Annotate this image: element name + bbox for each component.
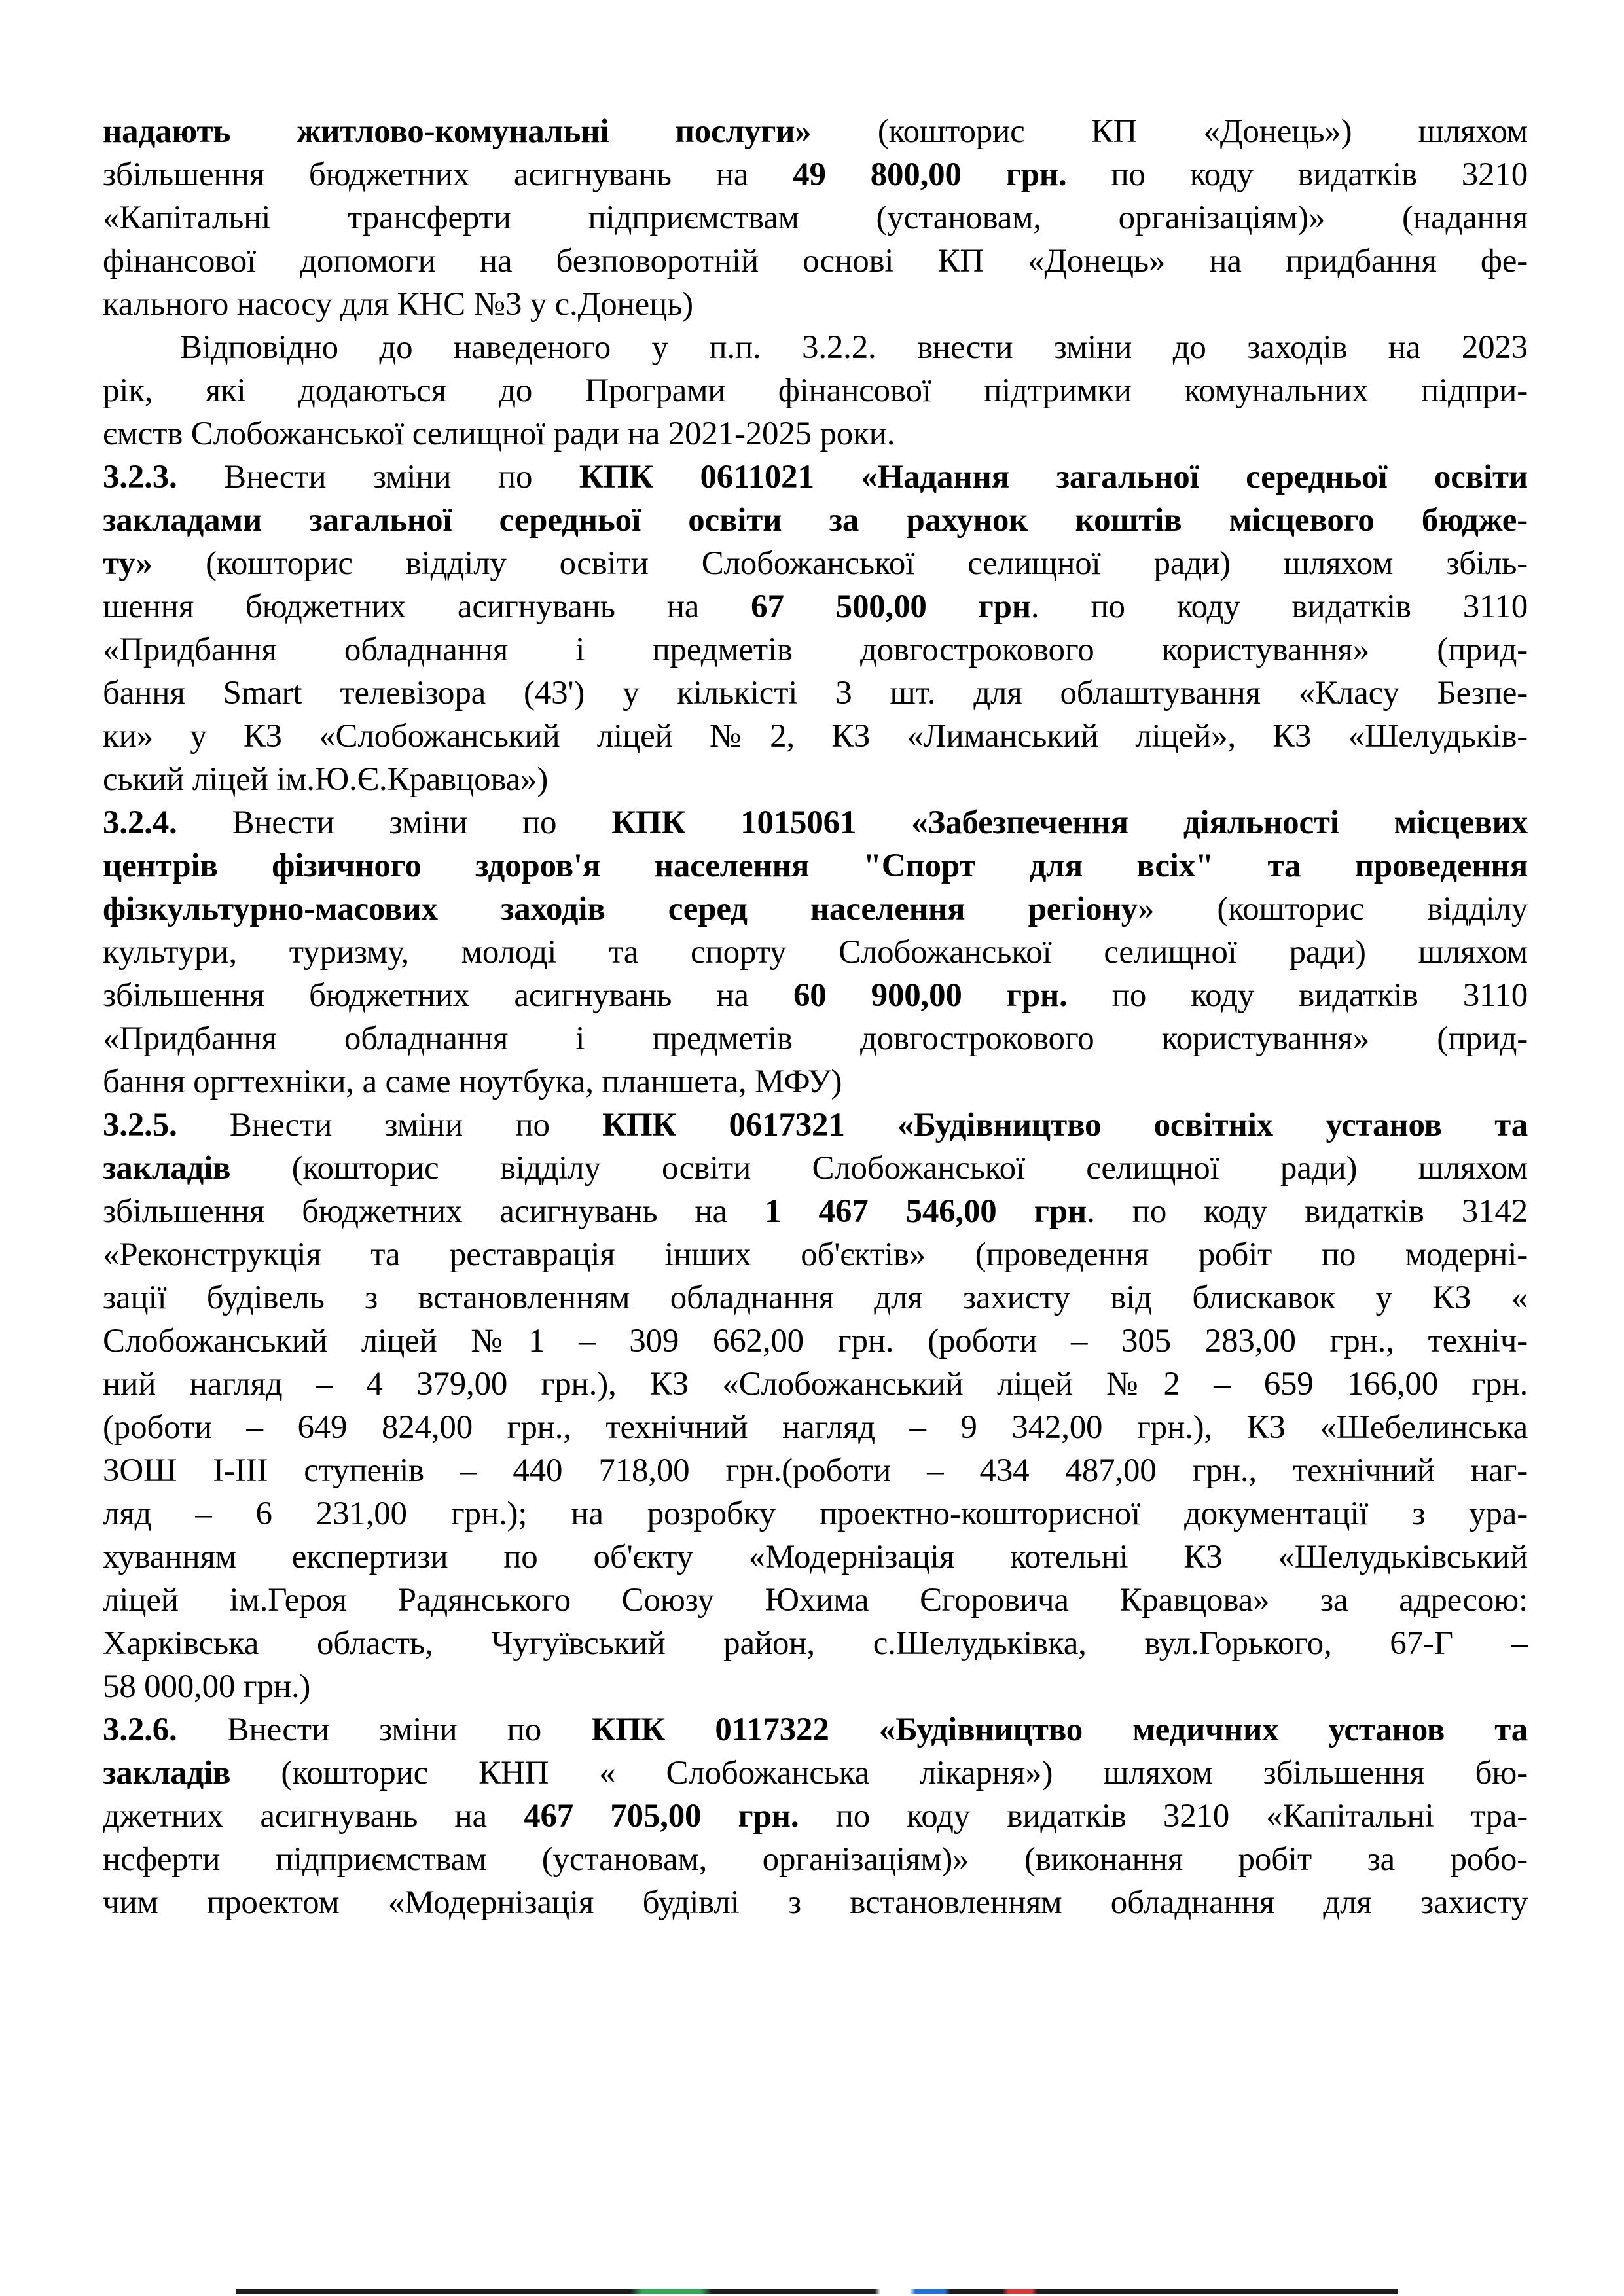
bold-text-run: КПК 1015061 «Забезпечення діяльності місцевих: [611, 804, 1528, 841]
bold-text-run: фізкультурно-масових заходів серед населення регіону: [103, 891, 1138, 927]
text-line: [103, 1233, 1528, 1276]
text-run: Внести зміни по: [177, 1712, 592, 1748]
text-run: (кошторис КНП « Слобожанська лікарня») шляхом збільшення бю-: [230, 1755, 1528, 1791]
bold-text-run: закладів: [103, 1755, 231, 1791]
text-line: [103, 1406, 1528, 1449]
text-run: . по коду видатків 3142: [1087, 1193, 1528, 1230]
text-line: [103, 1017, 1528, 1060]
text-line: [103, 369, 1528, 412]
text-run: ємств Слобожанської селищної ради на 2021-2025 роки.: [103, 416, 895, 452]
bold-text-run: КПК 0611021 «Надання загальної середньої освіти: [579, 459, 1528, 495]
paragraph-3-2-4: [103, 801, 1528, 1103]
text-run: фінансової допомоги на безповоротній основі КП «Донець» на придбання фе-: [103, 243, 1528, 279]
text-run: по коду видатків 3210: [1066, 156, 1528, 193]
text-line: [103, 1751, 1528, 1795]
text-run: «Придбання обладнання і предметів довгострокового користування» (прид-: [103, 632, 1528, 668]
text-line: [103, 974, 1528, 1017]
text-line: [103, 153, 1528, 196]
text-run: «Придбання обладнання і предметів довгострокового користування» (прид-: [103, 1020, 1528, 1057]
text-line: [103, 1665, 1528, 1708]
text-run: ліцей ім.Героя Радянського Союзу Юхима Єгоровича Кравцова» за адресою:: [103, 1582, 1528, 1619]
text-line: [103, 1449, 1528, 1492]
text-run: ки» у КЗ «Слобожанський ліцей №2, КЗ «Лиманський ліцей», КЗ «Шелудьків-: [103, 718, 1528, 755]
bold-text-run: закладами загальної середньої освіти за рахунок коштів місцевого бюдже-: [103, 502, 1528, 539]
text-line: [103, 888, 1528, 931]
text-line: [103, 931, 1528, 974]
text-line: [103, 1147, 1528, 1190]
bold-text-run: КПК 0617321 «Будівництво освітніх установ та: [602, 1107, 1528, 1143]
text-line: [103, 110, 1528, 153]
text-run: ський ліцей ім.Ю.Є.Кравцова»): [103, 761, 549, 798]
text-run: джетних асигнувань на: [103, 1798, 524, 1835]
text-line: [103, 1492, 1528, 1535]
paragraph-3-2-6: [103, 1708, 1528, 1924]
bold-text-run: 67 500,00 грн: [751, 588, 1031, 625]
text-line: [103, 542, 1528, 585]
text-line: [103, 326, 1528, 369]
text-line: [103, 1881, 1528, 1924]
text-run: чим проектом «Модернізація будівлі з встановленням обладнання для захисту: [103, 1884, 1528, 1921]
text-line: [103, 1060, 1528, 1103]
bold-text-run: 49 800,00 грн.: [793, 156, 1067, 193]
bold-text-run: закладів: [103, 1150, 231, 1187]
text-run: » (кошторис відділу: [1137, 891, 1528, 927]
text-run: «Реконструкція та реставрація інших об'єктів» (проведення робіт по модерні-: [103, 1236, 1528, 1273]
text-run: збільшення бюджетних асигнувань на: [103, 977, 793, 1014]
text-line: [103, 412, 1528, 456]
text-run: рік, які додаються до Програми фінансової підтримки комунальних підпри-: [103, 372, 1528, 409]
bold-text-run: ту»: [103, 545, 153, 582]
bold-text-run: КПК 0117322 «Будівництво медичних установ та: [591, 1712, 1528, 1748]
text-run: Внести зміни по: [177, 1107, 603, 1143]
text-run: Внести зміни по: [177, 804, 612, 841]
text-run: (кошторис відділу освіти Слобожанської селищної ради) шляхом: [230, 1150, 1528, 1187]
text-run: культури, туризму, молоді та спорту Слобожанської селищної ради) шляхом: [103, 934, 1528, 971]
text-run: збільшення бюджетних асигнувань на: [103, 156, 793, 193]
bold-text-run: 60 900,00 грн.: [793, 977, 1068, 1014]
text-line: [103, 801, 1528, 844]
bold-text-run: 1 467 546,00 грн: [765, 1193, 1087, 1230]
text-line: [103, 844, 1528, 888]
paragraph-ref-3-2-2: [103, 326, 1528, 456]
text-line: [103, 1319, 1528, 1363]
text-run: по коду видатків 3210 «Капітальні тра-: [799, 1798, 1528, 1835]
text-line: [103, 240, 1528, 283]
text-line: [103, 758, 1528, 801]
text-run: ляд – 6 231,00 грн.); на розробку проектно-кошторисної документації з ура-: [103, 1496, 1528, 1532]
bold-text-run: 3.2.5.: [103, 1107, 177, 1143]
text-run: нсферти підприємствам (установам, організаціям)» (виконання робіт за робо-: [103, 1841, 1528, 1878]
text-run: Слобожанський ліцей №1 – 309 662,00 грн. (роботи – 305 283,00 грн., техніч-: [103, 1323, 1528, 1359]
bold-text-run: надають житлово-комунальні послуги»: [103, 113, 812, 150]
text-run: (кошторис КП «Донець») шляхом: [811, 113, 1528, 150]
text-run: «Капітальні трансферти підприємствам (установам, організаціям)» (надання: [103, 200, 1528, 236]
text-line: [103, 672, 1528, 715]
text-run: Харківська область, Чугуївський район, с.Шелудьківка, вул.Горького, 67-Г –: [103, 1625, 1528, 1662]
text-line: [103, 196, 1528, 240]
scan-artifact-line: [236, 2289, 1398, 2294]
text-run: 58 000,00 грн.): [103, 1668, 311, 1705]
text-run: кального насосу для КНС №3 у с.Донець): [103, 286, 693, 323]
text-run: хуванням експертизи по об'єкту «Модернізація котельні КЗ «Шелудьківський: [103, 1539, 1528, 1575]
text-run: зації будівель з встановленням обладнання для захисту від блискавок у КЗ «: [103, 1280, 1528, 1316]
text-run: ний нагляд – 4 379,00 грн.), КЗ «Слобожанський ліцей №2 – 659 166,00 грн.: [103, 1366, 1528, 1403]
text-line: [103, 1838, 1528, 1881]
text-run: бання оргтехніки, а саме ноутбука, планшета, МФУ): [103, 1064, 842, 1100]
text-line: [103, 1535, 1528, 1579]
text-line: [103, 1276, 1528, 1319]
text-run: (кошторис відділу освіти Слобожанської селищної ради) шляхом збіль-: [153, 545, 1528, 582]
bold-text-run: 467 705,00 грн.: [524, 1798, 799, 1835]
text-line: [103, 283, 1528, 326]
text-run: Відповідно до наведеного у п.п. 3.2.2. внести зміни до заходів на 2023: [180, 329, 1528, 366]
text-line: [103, 628, 1528, 672]
text-line: [103, 1363, 1528, 1406]
text-run: Внести зміни по: [177, 459, 579, 495]
text-run: шення бюджетних асигнувань на: [103, 588, 751, 625]
text-line: [103, 1622, 1528, 1665]
text-run: . по коду видатків 3110: [1030, 588, 1528, 625]
text-run: бання Smart телевізора (43') у кількісті 3 шт. для облаштування «Класу Безпе-: [103, 675, 1528, 711]
bold-text-run: 3.2.4.: [103, 804, 177, 841]
text-line: [103, 715, 1528, 758]
paragraph-intro-continuation: [103, 110, 1528, 326]
paragraph-3-2-5: [103, 1103, 1528, 1708]
text-line: [103, 456, 1528, 499]
text-line: [103, 1190, 1528, 1233]
text-line: [103, 1579, 1528, 1622]
text-run: збільшення бюджетних асигнувань на: [103, 1193, 765, 1230]
bold-text-run: 3.2.3.: [103, 459, 177, 495]
text-run: (роботи – 649 824,00 грн., технічний нагляд – 9 342,00 грн.), КЗ «Шебелинська: [103, 1409, 1528, 1446]
text-line: [103, 585, 1528, 628]
bold-text-run: центрів фізичного здоров'я населення "Спорт для всіх" та проведення: [103, 848, 1528, 884]
text-run: ЗОШ І-ІІІ ступенів – 440 718,00 грн.(роботи – 434 487,00 грн., технічний наг-: [103, 1452, 1528, 1489]
paragraph-3-2-3: [103, 456, 1528, 801]
text-line: [103, 1708, 1528, 1751]
text-line: [103, 1103, 1528, 1147]
text-run: по коду видатків 3110: [1067, 977, 1528, 1014]
text-line: [103, 1795, 1528, 1838]
text-line: [103, 499, 1528, 542]
document-page: [103, 110, 1528, 1924]
bold-text-run: 3.2.6.: [103, 1712, 177, 1748]
